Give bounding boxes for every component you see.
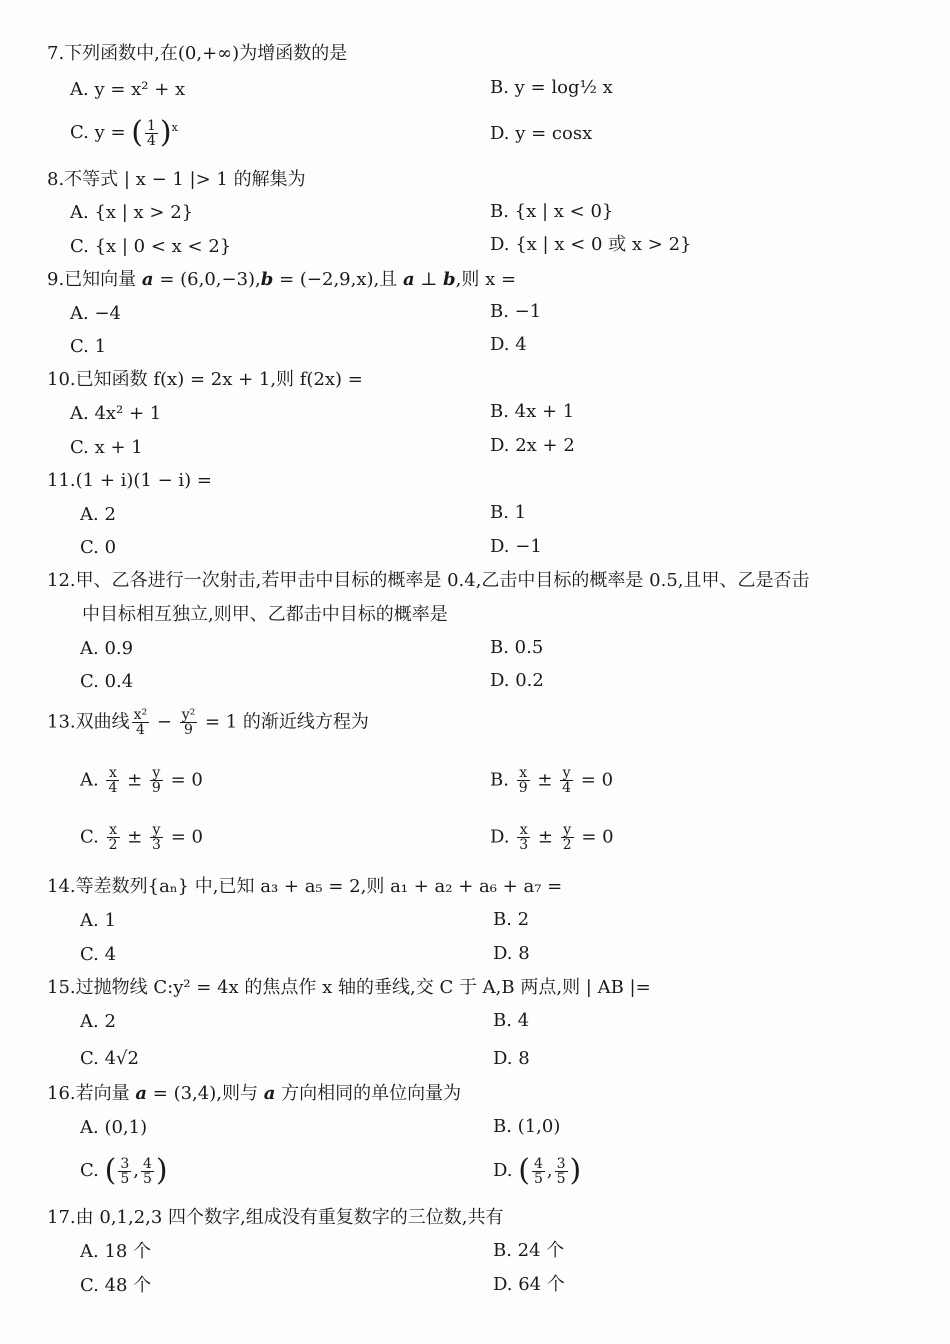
q16-option-b: B. (1,0) [493,1116,561,1137]
question-15: 15.过抛物线 C:y² = 4x 的焦点作 x 轴的垂线,交 C 于 A,B 两点,则 | AB |= [47,977,651,998]
q13-option-b: B. $\frac{x}{9}$ ± $\frac{y}{4}$ = 0 [490,765,614,796]
q17-option-d: D. 64 个 [493,1274,565,1295]
q17-option-c: C. 48 个 [80,1275,152,1296]
q11-option-c: C. 0 [80,537,117,558]
q8-option-b: B. {x | x < 0} [490,201,614,222]
q11-option-d: D. −1 [490,536,542,557]
question-13: 13.双曲线 $\frac{\text{x²}}{4}$ − $\frac{\text{y²}}{9}$ = 1 的渐近线方程为 [47,707,369,738]
q10-option-a: A. 4x² + 1 [70,403,162,424]
q15-option-d: D. 8 [493,1048,530,1069]
q15-option-a: A. 2 [80,1011,116,1032]
question-9: 9.已知向量 a = (6,0,−3),b = (−2,9,x),且 a ⊥ b,则 x = [47,269,517,290]
q17-option-b: B. 24 个 [493,1240,565,1261]
q12-option-d: D. 0.2 [490,670,544,691]
question-17: 17.由 0,1,2,3 四个数字,组成没有重复数字的三位数,共有 [47,1207,504,1228]
q16-option-a: A. (0,1) [80,1117,148,1138]
q15-option-c: C. 4√2 [80,1048,139,1069]
question-8: 8.不等式 | x − 1 |> 1 的解集为 [47,169,306,190]
q9-option-d: D. 4 [490,334,527,355]
q13-option-c: C. $\frac{x}{2}$ ± $\frac{y}{3}$ = 0 [80,822,203,853]
q7-option-d: D. y = cosx [490,123,593,144]
q7-option-c: C. y = ( $\frac{1}{4}$ )$^x$ [70,115,178,150]
question-7: 7.下列函数中,在(0,+∞)为增函数的是 [47,43,348,64]
question-12-cont: 中目标相互独立,则甲、乙都击中目标的概率是 [82,604,448,625]
question-11: 11.(1 + i)(1 − i) = [47,470,213,491]
q11-option-b: B. 1 [490,502,527,523]
q8-option-a: A. {x | x > 2} [70,202,194,223]
question-12: 12.甲、乙各进行一次射击,若甲击中目标的概率是 0.4,乙击中目标的概率是 0.5,且甲、乙是否击 [47,570,810,591]
q14-option-b: B. 2 [493,909,530,930]
q14-option-a: A. 1 [80,910,116,931]
q12-option-c: C. 0.4 [80,671,134,692]
question-14: 14.等差数列{aₙ} 中,已知 a₃ + a₅ = 2,则 a₁ + a₂ + a₆ + a₇ = [47,876,563,897]
q16-option-d: D. ( $\frac{4}{5}$ , $\frac{3}{5}$ ) [493,1153,582,1188]
q14-option-d: D. 8 [493,943,530,964]
q14-option-c: C. 4 [80,944,117,965]
q10-option-b: B. 4x + 1 [490,401,575,422]
q7-option-b: B. y = log½ x [490,77,613,98]
q10-option-c: C. x + 1 [70,437,143,458]
q8-option-c: C. {x | 0 < x < 2} [70,236,232,257]
question-10: 10.已知函数 f(x) = 2x + 1,则 f(2x) = [47,369,363,390]
q7-option-a: A. y = x² + x [70,79,186,100]
q9-option-a: A. −4 [70,303,121,324]
q8-option-d: D. {x | x < 0 或 x > 2} [490,234,692,255]
q16-option-c: C. ( $\frac{3}{5}$ , $\frac{4}{5}$ ) [80,1153,168,1188]
q9-option-c: C. 1 [70,336,107,357]
q15-option-b: B. 4 [493,1010,530,1031]
q13-option-a: A. $\frac{x}{4}$ ± $\frac{y}{9}$ = 0 [80,765,203,796]
q10-option-d: D. 2x + 2 [490,435,575,456]
q12-option-b: B. 0.5 [490,637,544,658]
question-16: 16.若向量 a = (3,4),则与 a 方向相同的单位向量为 [47,1083,462,1104]
q9-option-b: B. −1 [490,301,542,322]
q12-option-a: A. 0.9 [80,638,134,659]
q11-option-a: A. 2 [80,504,116,525]
q17-option-a: A. 18 个 [80,1241,152,1262]
q13-option-d: D. $\frac{x}{3}$ ± $\frac{y}{2}$ = 0 [490,822,614,853]
